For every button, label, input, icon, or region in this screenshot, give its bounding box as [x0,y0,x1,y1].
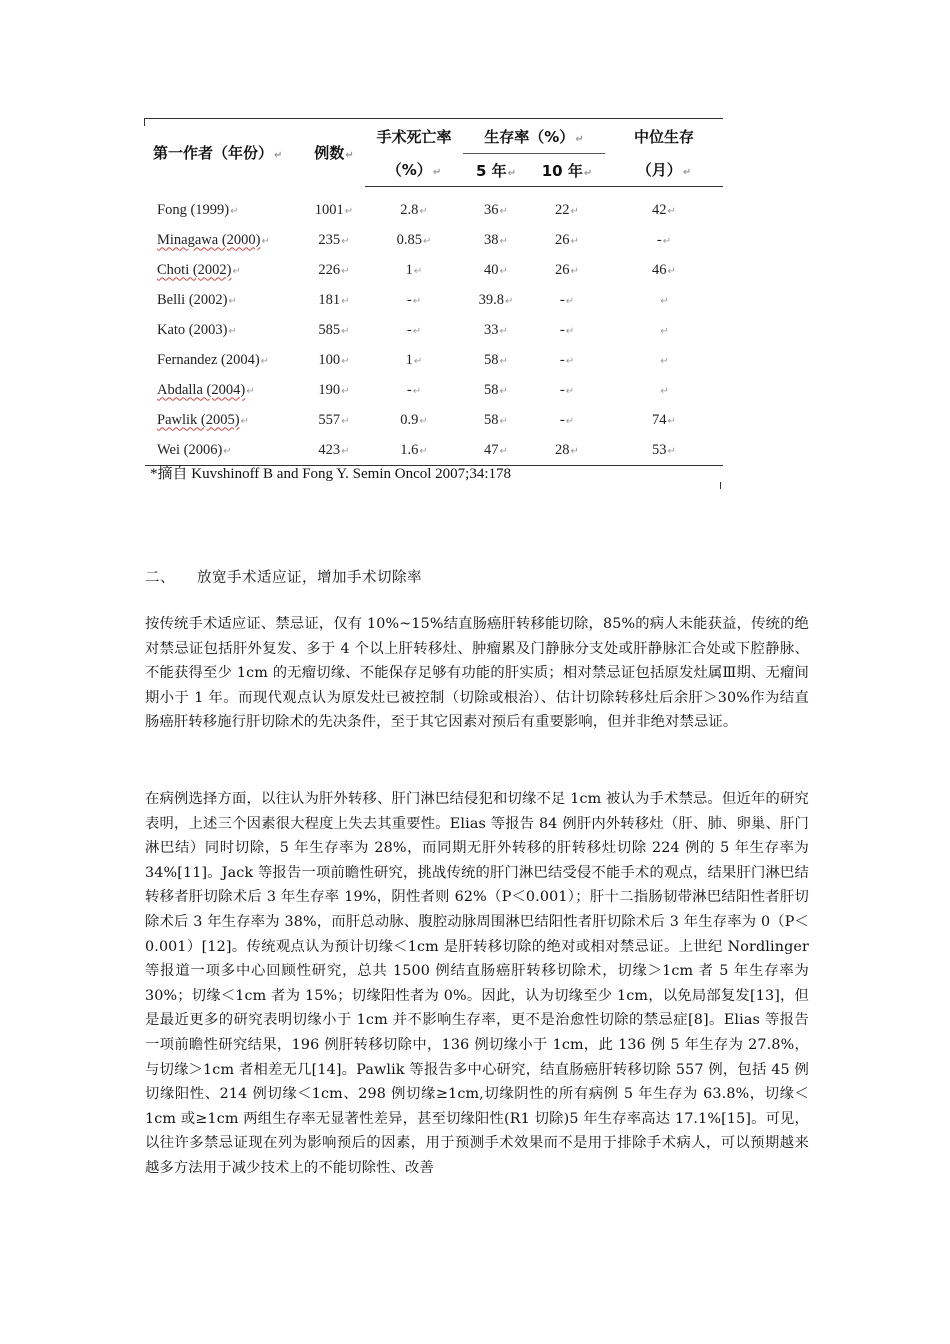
table-row: Choti (2002)↵ 226↵ 1↵ 40↵ 26↵ 46↵ [157,261,676,278]
header-survival-group: 生存率（%）↵ [463,119,605,154]
header-median-unit: （月）↵ [605,154,723,187]
table-row: Wei (2006)↵ 423↵ 1.6↵ 47↵ 28↵ 53↵ [145,435,723,466]
section-title: 放宽手术适应证，增加手术切除率 [197,570,422,586]
table-row: Abdalla (2004)↵ 190↵ -↵ 58↵ -↵ ↵ [157,381,669,398]
body-paragraph: 按传统手术适应证、禁忌证，仅有 10%~15%结直肠癌肝转移能切除，85%的病人未能获益，传统的绝对禁忌证包括肝外复发、多于 4 个以上肝转移灶、肿瘤累及门静脉分支处或肝静脉汇合处或下腔静脉、不能获得至少 1cm 的无瘤切缘、不能保存足够有功能的肝实质；相对禁忌证包括原发灶属Ⅲ期、无瘤间期小于 1 年。而现代观点认为原发灶已被控制（切除或根治）、估计切除转移灶后余肝＞30%作为结直肠癌肝转移施行肝切除术的先决条件，至于其它因素对预后有重要影响，但并非绝对禁忌证。 [145,616,809,731]
header-cases: 例数↵ [303,119,365,187]
survival-table-container [145,118,723,466]
header-author: 第一作者（年份）↵ [145,119,303,187]
table-row: Minagawa (2000)↵ 235↵ 0.85↵ 38↵ 26↵ -↵ [157,231,672,248]
table-row: Belli (2002)↵ 181↵ -↵ 39.8↵ -↵ ↵ [157,291,669,308]
header-mortality-unit: （%）↵ [365,154,463,187]
table-row: Kato (2003)↵ 585↵ -↵ 33↵ -↵ ↵ [157,321,669,338]
table-source-note: *摘自 Kuvshinoff B and Fong Y. Semin Oncol 2007;34:178 [150,466,511,482]
section-number: 二、 [145,570,175,586]
table-row: Pawlik (2005)↵ 557↵ 0.9↵ 58↵ -↵ 74↵ [157,411,676,428]
survival-table [145,118,723,466]
section-heading [145,566,422,587]
header-survival-5yr: 5 年↵ [463,154,529,187]
body-paragraph: 在病例选择方面，以往认为肝外转移、肝门淋巴结侵犯和切缘不足 1cm 被认为手术禁忌。但近年的研究表明，上述三个因素很大程度上失去其重要性。Elias 等报告 84 例肝内外转移灶（肝、肺、卵巢、肝门淋巴结）同时切除，5 年生存率为 28%，而同期无肝外转移的肝转移灶切除 224 例的 5 年生存率为 34%[11]。Jack 等报告一项前瞻性研究，挑战传统的肝门淋巴结受侵不能手术的观点，结果肝门淋巴结转移者肝切除术后 3 年生存率 19%，阴性者则 62%（P＜0.001）；肝十二指肠韧带淋巴结阳性者肝切除术后 3 年生存率为 38%，而肝总动脉、腹腔动脉周围淋巴结阳性者肝切除术后 3 年生存率为 0（P＜0.001）[12]。传统观点认为预计切缘＜1cm 是肝转移切除的绝对或相对禁忌证。上世纪 Nordlinger 等报道一项多中心回顾性研究，总共 1500 例结直肠癌肝转移切除术，切缘＞1cm 者 5 年生存率为 30%；切缘＜1cm 者为 15%；切缘阳性者为 0%。因此，认为切缘至少 1cm，以免局部复发[13]，但是最近更多的研究表明切缘小于 1cm 并不影响生存率，更不是治愈性切除的禁忌症[8]。Elias 等报告一项前瞻性研究结果，196 例肝转移切除中，136 例切缘小于 1cm，此 136 例 5 年生存为 27.8%，与切缘＞1cm 者相差无几[14]。Pawlik 等报告多中心研究，结直肠癌肝转移切除 557 例，包括 45 例切缘阳性、214 例切缘＜1cm、298 例切缘≥1cm,切缘阴性的所有病例 5 年生存为 63.8%，切缘＜1cm 或≥1cm 两组生存率无显著性差异，甚至切缘阳性(R1 切除)5 年生存率高达 17.1%[15]。可见，以往许多禁忌证现在列为影响预后的因素，用于预测手术效果而不是用于排除手术病人，可以预期越来越多方法用于减少技术上的不能切除性、改善 [145,791,809,1176]
header-survival-10yr: 10 年↵ [529,154,605,187]
table-row: Fernandez (2004)↵ 100↵ 1↵ 58↵ -↵ ↵ [157,351,669,368]
header-median: 中位生存 [605,119,723,154]
table-corner-mark [720,482,721,489]
header-mortality: 手术死亡率 [365,119,463,154]
table-row: Fong (1999)↵ 1001↵ 2.8↵ 36↵ 22↵ 42↵ [157,201,676,218]
